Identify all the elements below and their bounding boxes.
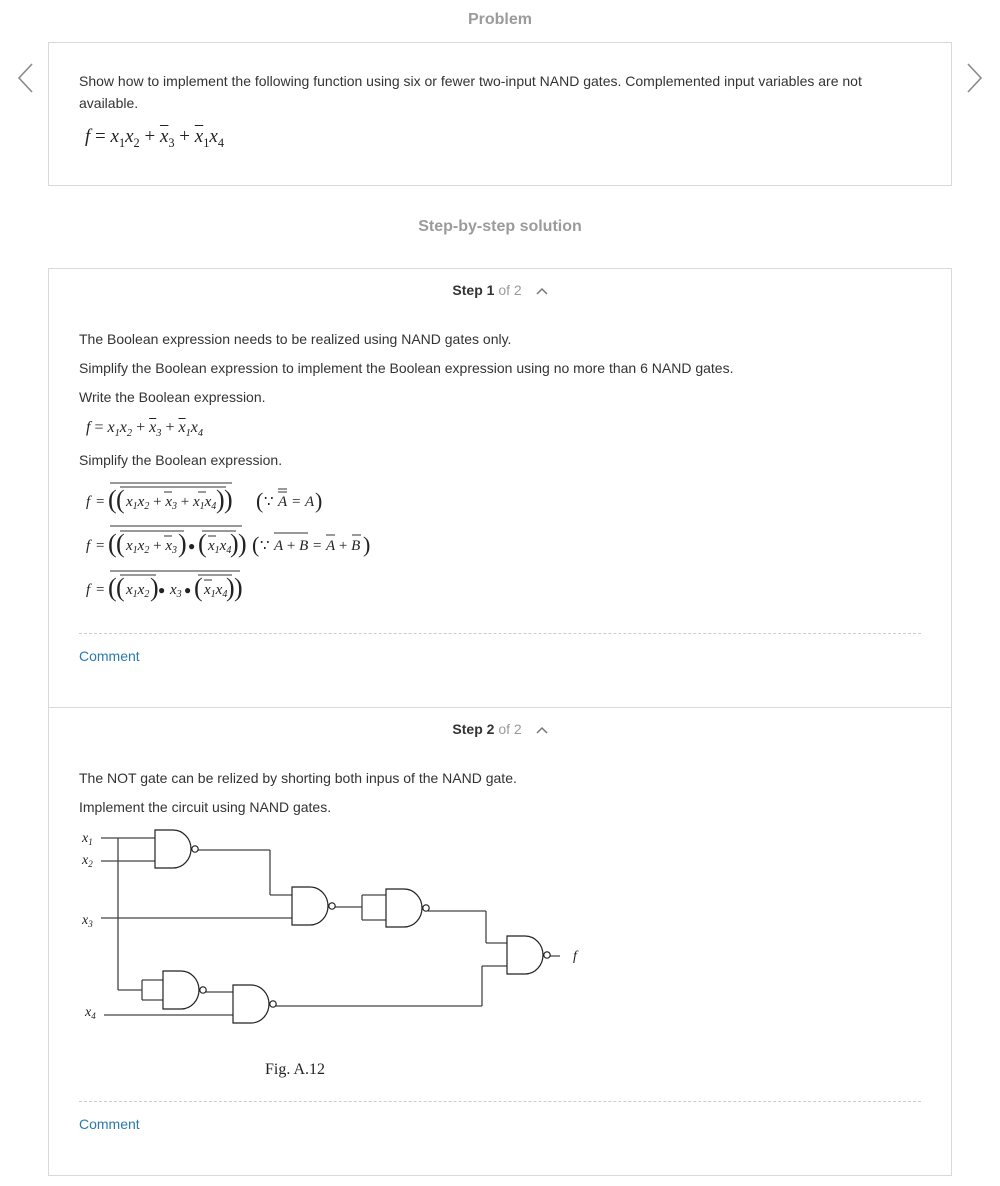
problem-title: Problem xyxy=(467,11,532,28)
svg-text:●: ● xyxy=(184,583,192,597)
svg-text:): ) xyxy=(150,573,159,602)
step-1-header[interactable] xyxy=(0,282,1000,298)
svg-text:): ) xyxy=(238,529,247,558)
chevron-left-icon xyxy=(14,60,38,96)
svg-text:A: A xyxy=(278,494,288,510)
svg-text:●: ● xyxy=(158,583,166,597)
next-button[interactable] xyxy=(962,60,986,96)
step-1-comment-link[interactable]: Comment xyxy=(79,648,140,664)
svg-text:): ) xyxy=(178,529,187,558)
svg-text:x1x2 + x3 + x1x4: $x_1x_2 + x_3 + x_1x_4$ xyxy=(126,494,217,512)
svg-text:∵: ∵ xyxy=(260,538,270,554)
solution-title: Step-by-step solution xyxy=(418,218,582,235)
nand-gate-1 xyxy=(155,830,198,868)
step-1-para-4: Simplify the Boolean expression. xyxy=(79,452,283,468)
nand-gate-5 xyxy=(233,985,276,1023)
svg-text:): ) xyxy=(224,485,233,514)
figure-caption: Fig. A.12 xyxy=(265,1061,326,1078)
chevron-up-icon[interactable] xyxy=(536,726,548,734)
nand-circuit-diagram xyxy=(70,820,600,1060)
svg-text:): ) xyxy=(363,532,371,557)
step-1-para-3: Write the Boolean expression. xyxy=(79,389,266,405)
svg-text:(: ( xyxy=(108,573,117,602)
nand-gate-2 xyxy=(292,887,335,925)
step-1-label: Step 1 xyxy=(452,282,495,298)
svg-text:(: ( xyxy=(116,573,125,602)
step-1-derivation xyxy=(80,478,390,608)
step-1-separator xyxy=(79,633,921,634)
svg-text:(: ( xyxy=(252,532,260,557)
svg-text:(: ( xyxy=(116,485,125,514)
step-2-para-2: Implement the circuit using NAND gates. xyxy=(79,799,332,815)
prev-button[interactable] xyxy=(14,60,38,96)
eq2-f: f xyxy=(86,494,91,510)
svg-text:A + B: A + B xyxy=(326,538,361,554)
input-label-x1: $x_1$ xyxy=(82,831,93,847)
step-2-comment-link[interactable]: Comment xyxy=(79,1116,140,1132)
problem-card xyxy=(48,42,952,186)
step-1-equation-1: $f = x_1x_2 + \overline{x}_3 + \overline{x}_1x_4$ xyxy=(86,419,204,440)
svg-text:): ) xyxy=(234,573,243,602)
step-1-para-2: Simplify the Boolean expression to implement the Boolean expression using no more than 6 NAND gates. xyxy=(79,360,734,376)
svg-text:): ) xyxy=(226,573,235,602)
svg-text:=: = xyxy=(96,538,105,554)
nand-gate-4-inverter xyxy=(163,971,206,1009)
svg-text:): ) xyxy=(315,488,323,513)
svg-text:●: ● xyxy=(188,539,196,553)
chevron-up-icon[interactable] xyxy=(536,287,548,295)
svg-text:=: = xyxy=(313,538,322,554)
svg-text:x3: $x_3$ xyxy=(170,582,182,600)
step-1-para-1: The Boolean expression needs to be realized using NAND gates only. xyxy=(79,331,512,347)
svg-text:(: ( xyxy=(108,529,117,558)
svg-text:f: f xyxy=(86,582,91,598)
problem-text: Show how to implement the following function using six or fewer two-input NAND gates. Complemented input variables are not available. xyxy=(79,73,862,111)
step-1-of: of 2 xyxy=(498,282,522,298)
nand-gate-3-inverter xyxy=(386,889,429,927)
step-2-separator xyxy=(79,1101,921,1102)
svg-text:x1x4: $x_1x_4$ xyxy=(208,538,232,556)
svg-text:x1x2: $x_1x_2$ xyxy=(126,582,150,600)
problem-formula: $f = x_1x_2 + \overline{x}_3 + \overline{x}_1x_4$ xyxy=(85,126,224,150)
svg-text:): ) xyxy=(230,529,239,558)
step-2-para-1: The NOT gate can be relized by shorting both inpus of the NAND gate. xyxy=(79,770,517,786)
nand-gate-6-output xyxy=(507,936,550,974)
step-2-of: of 2 xyxy=(498,721,522,737)
svg-text:=: = xyxy=(96,582,105,598)
svg-text:(: ( xyxy=(256,488,264,513)
output-label-f: f xyxy=(573,949,577,964)
svg-text:=: = xyxy=(96,494,105,510)
step-2-label: Step 2 xyxy=(452,721,495,737)
svg-text:(: ( xyxy=(108,485,117,514)
svg-text:(: ( xyxy=(198,529,207,558)
svg-text:A + B: A + B xyxy=(274,538,309,554)
input-label-x2: $x_2$ xyxy=(82,853,93,869)
svg-text:∵: ∵ xyxy=(264,494,274,510)
svg-text:=: = xyxy=(292,494,301,510)
svg-text:x1x4: $x_1x_4$ xyxy=(204,582,228,600)
input-label-x4: $x_4$ xyxy=(85,1005,96,1021)
svg-text:A: A xyxy=(305,494,315,510)
svg-text:f: f xyxy=(86,538,91,554)
input-label-x3: $x_3$ xyxy=(82,913,93,929)
svg-text:): ) xyxy=(216,485,225,514)
svg-text:(: ( xyxy=(194,573,203,602)
svg-text:(: ( xyxy=(116,529,125,558)
step-divider xyxy=(49,707,951,708)
chevron-right-icon xyxy=(962,60,986,96)
svg-text:x1x2 + x3: $x_1x_2 + x_3$ xyxy=(126,538,177,556)
step-2-header[interactable] xyxy=(0,721,1000,737)
